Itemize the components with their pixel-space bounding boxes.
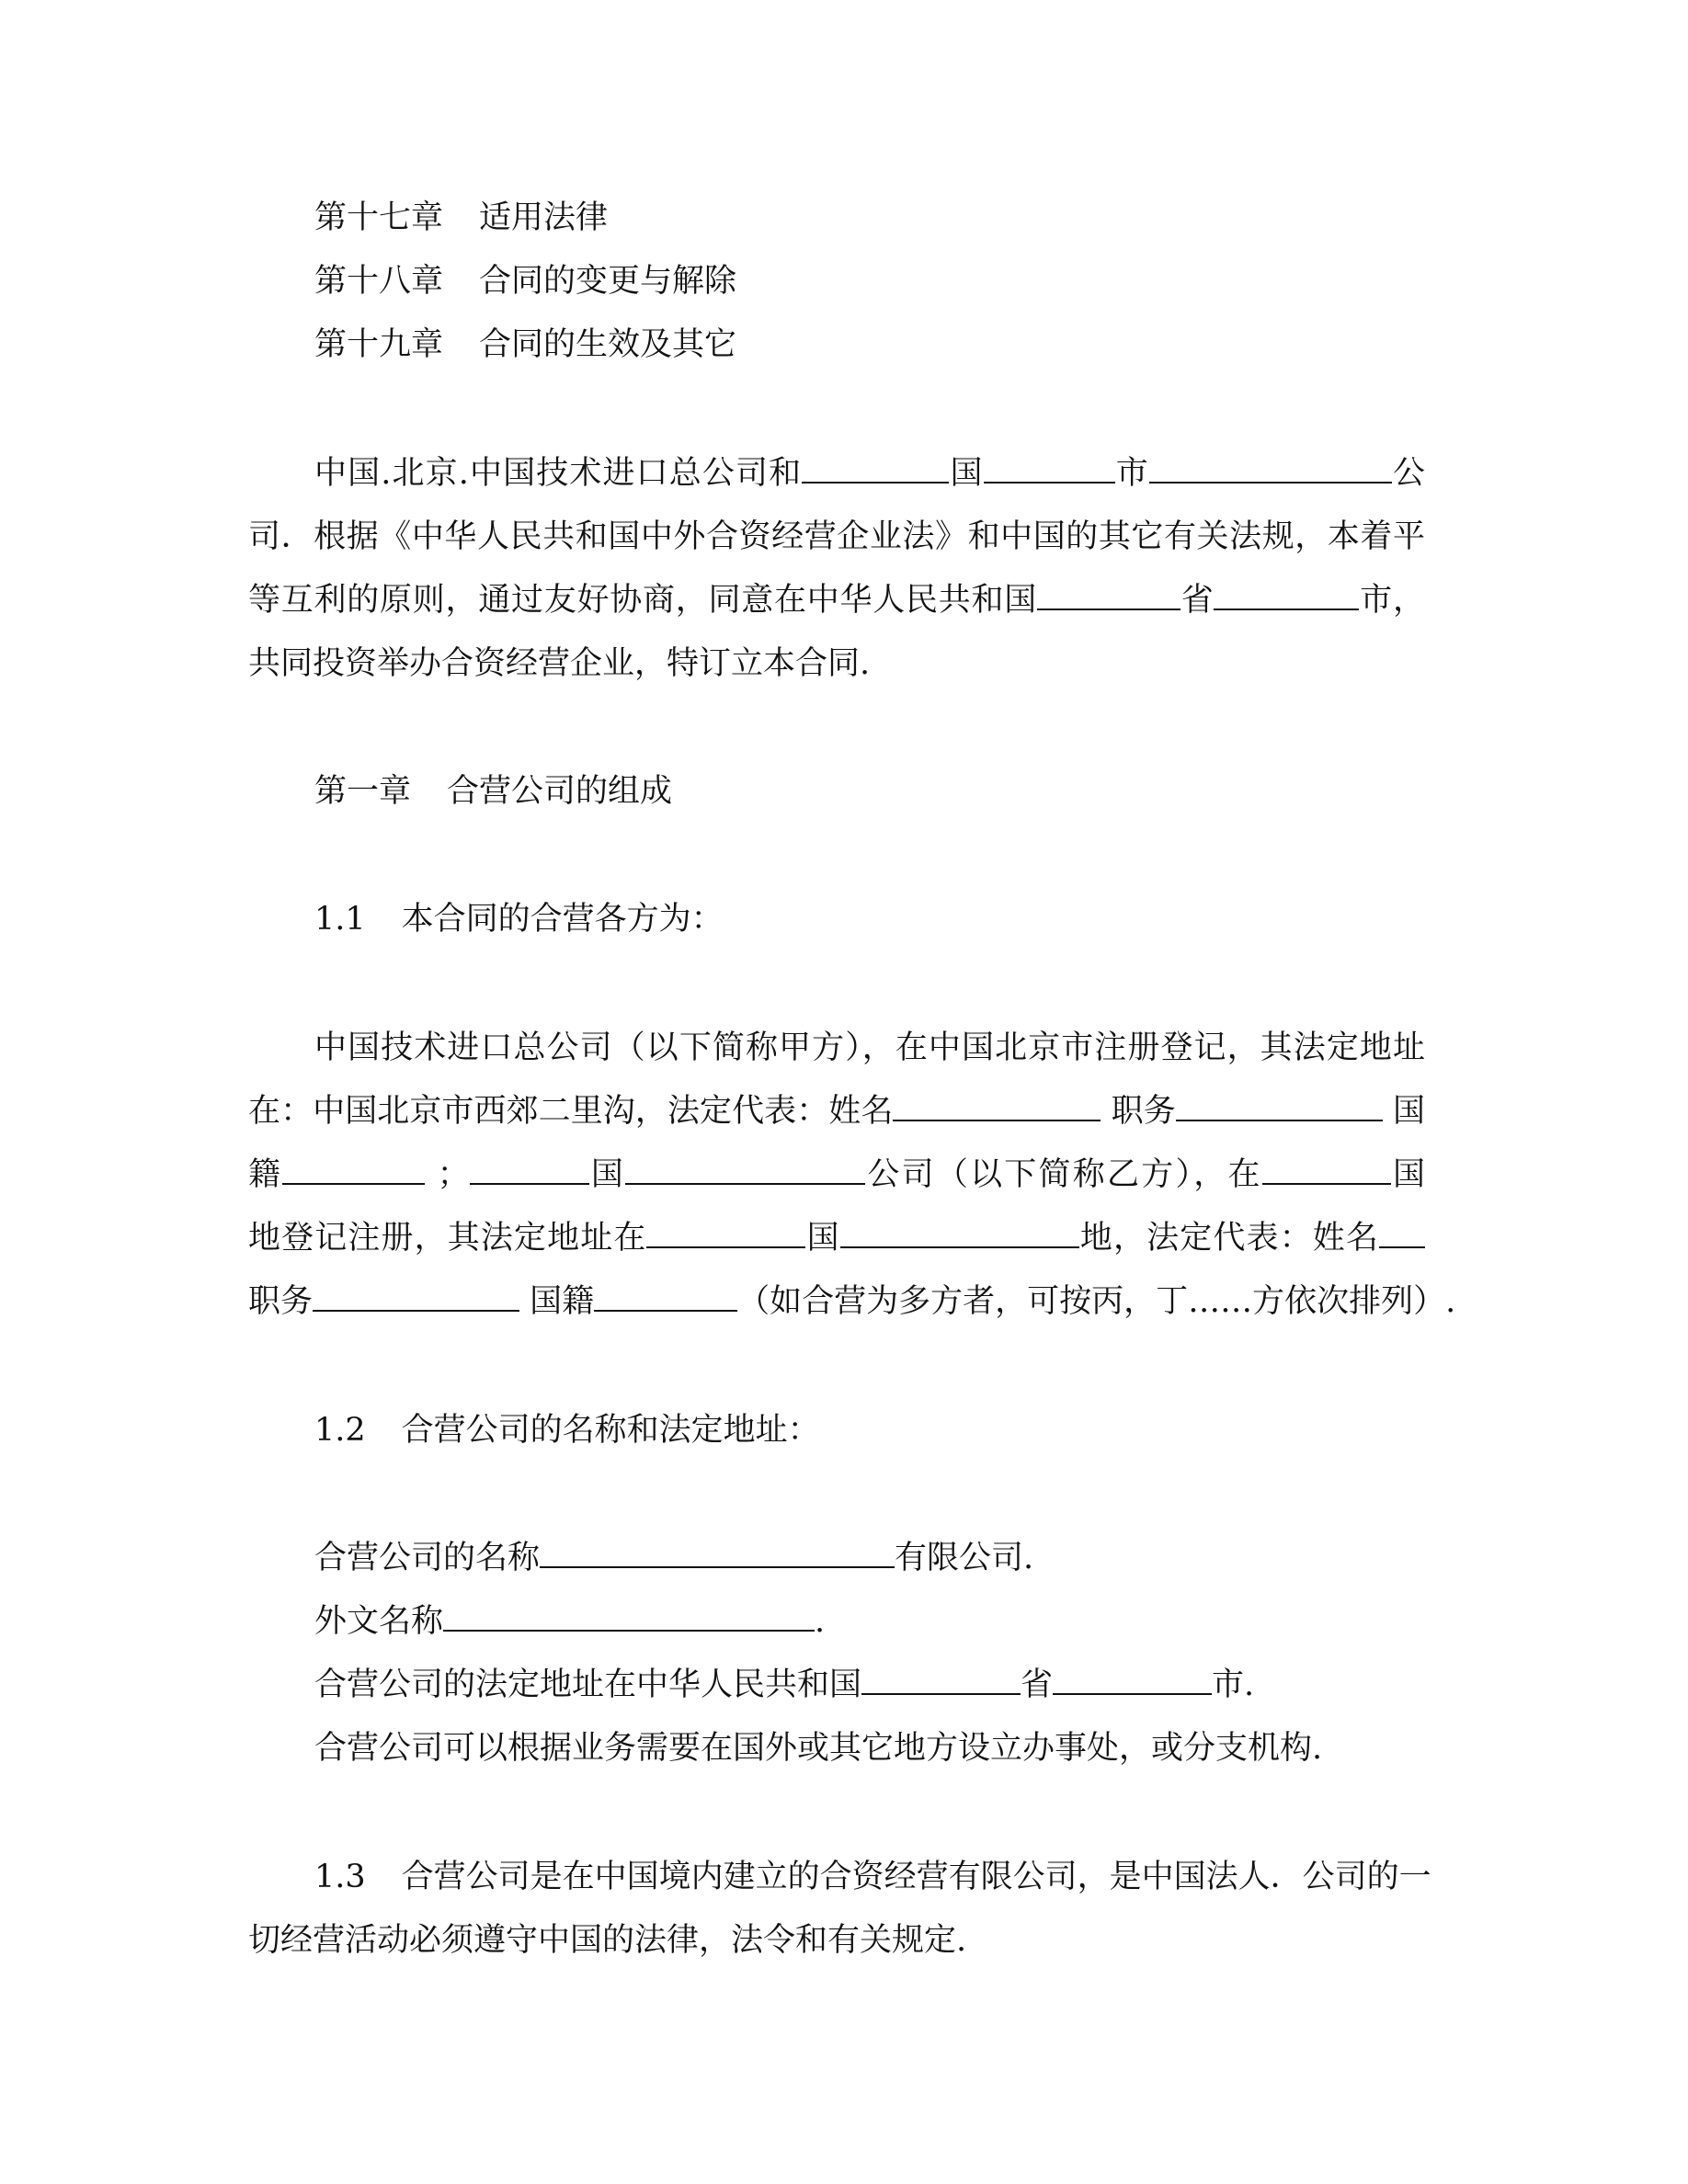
text-segment: 市， bbox=[1359, 582, 1425, 619]
text-segment: 公司（以下简称乙方），在 bbox=[865, 1156, 1262, 1193]
fill-in-blank[interactable] bbox=[1053, 1666, 1212, 1695]
fill-in-blank[interactable] bbox=[893, 1092, 1101, 1121]
text-line bbox=[314, 760, 1425, 824]
text-segment: 合营公司是在中国境内建立的合资经营有限公司，是中国法人．公司的一 bbox=[401, 1859, 1431, 1895]
fill-in-blank[interactable] bbox=[1149, 454, 1392, 483]
text-line bbox=[314, 1846, 1431, 1909]
text-segment: 国 bbox=[805, 1220, 840, 1257]
text-segment: 第一章 bbox=[314, 773, 412, 810]
text-segment: 在：中国北京市西郊二里沟，法定代表：姓名 bbox=[248, 1093, 894, 1130]
text-segment: 有限公司. bbox=[895, 1540, 1034, 1576]
text-segment: 1.1 bbox=[314, 901, 366, 938]
text-segment: 合营公司的法定地址在中华人民共和国 bbox=[314, 1666, 862, 1703]
fill-in-blank[interactable] bbox=[802, 454, 949, 483]
fill-in-blank[interactable] bbox=[443, 1602, 815, 1632]
text-line bbox=[314, 1399, 1425, 1462]
text-line bbox=[314, 1017, 1425, 1080]
text-line bbox=[248, 1080, 1425, 1143]
text-segment: 职务 bbox=[248, 1283, 314, 1320]
text-line bbox=[314, 313, 1425, 377]
text-line bbox=[314, 442, 1425, 506]
text-segment: 切经营活动必须遵守中国的法律，法令和有关规定. bbox=[248, 1922, 967, 1959]
text-segment: 共同投资举办合资经营企业，特订立本合同. bbox=[248, 645, 871, 682]
text-line bbox=[248, 569, 1425, 632]
text-line bbox=[314, 187, 1425, 250]
text-line bbox=[314, 1527, 1425, 1590]
text-segment: 国 bbox=[949, 455, 984, 492]
text-segment: 职务 bbox=[1101, 1093, 1176, 1130]
fill-in-blank[interactable] bbox=[646, 1219, 805, 1248]
text-line bbox=[314, 250, 1425, 313]
text-segment: 籍 bbox=[248, 1156, 283, 1193]
text-segment: ； bbox=[425, 1156, 470, 1193]
fill-in-blank[interactable] bbox=[470, 1155, 589, 1185]
fill-in-blank[interactable] bbox=[840, 1219, 1079, 1248]
text-segment: 合同的变更与解除 bbox=[479, 263, 737, 300]
text-segment: （如合营为多方者，可按丙，丁……方依次排列）. bbox=[737, 1283, 1456, 1320]
text-line bbox=[248, 1207, 1425, 1270]
fill-in-blank[interactable] bbox=[1262, 1155, 1391, 1185]
fill-in-blank[interactable] bbox=[594, 1282, 737, 1312]
fill-in-blank[interactable] bbox=[1379, 1219, 1425, 1248]
text-segment: 1.3 bbox=[314, 1859, 366, 1895]
text-segment: 合营公司可以根据业务需要在国外或其它地方设立办事处，或分支机构. bbox=[314, 1730, 1323, 1767]
text-segment: 公 bbox=[1391, 455, 1425, 492]
text-segment: 第十七章 bbox=[314, 199, 444, 236]
text-segment: 合营公司的名称 bbox=[314, 1540, 541, 1576]
text-segment: 国籍 bbox=[519, 1283, 595, 1320]
text-line bbox=[314, 1590, 1425, 1654]
text-segment: 1.2 bbox=[314, 1412, 366, 1449]
text-segment: 中国技术进口总公司（以下简称甲方），在中国北京市注册登记，其法定地址 bbox=[314, 1029, 1425, 1066]
text-segment: 地登记注册，其法定地址在 bbox=[248, 1220, 647, 1257]
text-line bbox=[314, 1717, 1425, 1780]
text-line bbox=[248, 632, 1425, 696]
text-segment: 司．根据《中华人民共和国中外合资经营企业法》和中国的其它有关法规，本着平 bbox=[248, 518, 1425, 555]
fill-in-blank[interactable] bbox=[625, 1155, 865, 1185]
text-segment: 国 bbox=[1390, 1156, 1425, 1193]
text-segment: 合同的生效及其它 bbox=[479, 326, 737, 363]
text-line bbox=[248, 1909, 1425, 1973]
text-segment: 合营公司的名称和法定地址： bbox=[401, 1412, 820, 1449]
fill-in-blank[interactable] bbox=[1214, 581, 1359, 610]
fill-in-blank[interactable] bbox=[1176, 1092, 1383, 1121]
text-segment: 中国.北京.中国技术进口总公司和 bbox=[314, 455, 803, 492]
fill-in-blank[interactable] bbox=[1037, 581, 1180, 610]
fill-in-blank[interactable] bbox=[540, 1539, 895, 1568]
fill-in-blank[interactable] bbox=[984, 454, 1115, 483]
text-segment: 省 bbox=[1180, 582, 1215, 619]
text-segment: 地，法定代表：姓名 bbox=[1078, 1220, 1379, 1257]
text-segment: 省 bbox=[1021, 1666, 1054, 1703]
fill-in-blank[interactable] bbox=[282, 1155, 425, 1185]
text-segment: 第十八章 bbox=[314, 263, 444, 300]
text-segment: . bbox=[815, 1603, 826, 1640]
fill-in-blank[interactable] bbox=[313, 1282, 519, 1312]
text-segment: 市. bbox=[1212, 1666, 1255, 1703]
text-line bbox=[248, 1143, 1425, 1207]
fill-in-blank[interactable] bbox=[861, 1666, 1021, 1695]
text-segment: 国 bbox=[588, 1156, 626, 1193]
text-segment: 外文名称 bbox=[314, 1603, 444, 1640]
text-line bbox=[248, 506, 1425, 569]
text-segment: 国 bbox=[1382, 1093, 1425, 1130]
text-line bbox=[314, 888, 1425, 951]
text-segment: 等互利的原则，通过友好协商，同意在中华人民共和国 bbox=[248, 582, 1037, 619]
text-segment: 本合同的合营各方为： bbox=[401, 901, 724, 938]
text-segment: 市 bbox=[1114, 455, 1149, 492]
text-segment: 适用法律 bbox=[479, 199, 609, 236]
text-segment: 第十九章 bbox=[314, 326, 444, 363]
text-line bbox=[248, 1270, 1456, 1334]
text-segment: 合营公司的组成 bbox=[447, 773, 673, 810]
text-line bbox=[314, 1654, 1425, 1717]
